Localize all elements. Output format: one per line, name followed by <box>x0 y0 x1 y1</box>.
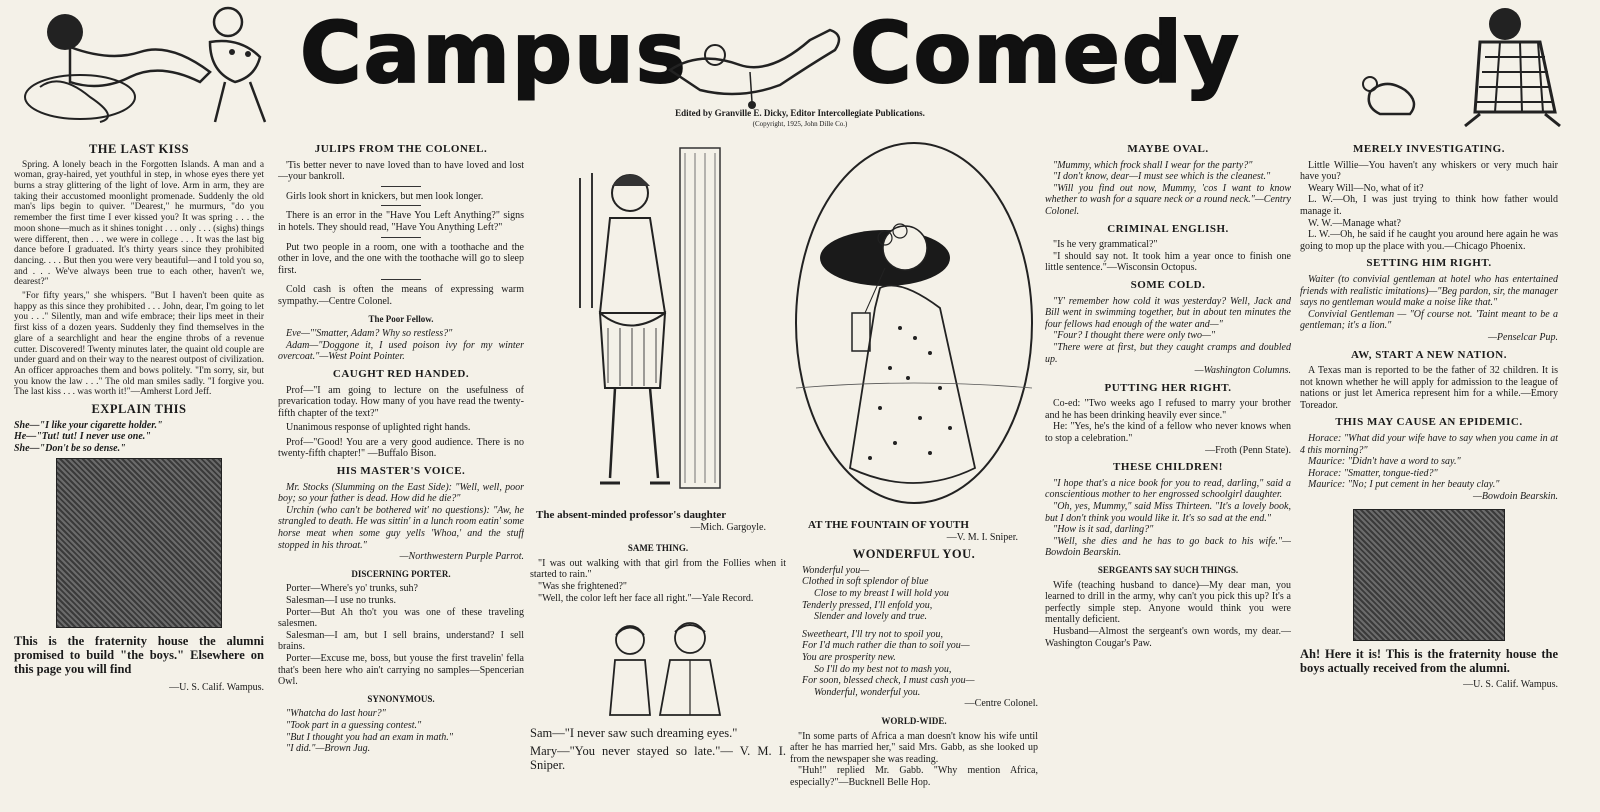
article-paragraph: Adam—"Doggone it, I used poison ivy for my winter overcoat."—West Point Pointer. <box>278 339 524 363</box>
fraternity-house-photo <box>56 458 222 628</box>
column-2 <box>278 138 524 798</box>
article-paragraph: "Was she frightened?" <box>538 580 627 592</box>
article-paragraph: Unanimous response of uplighted right hands. <box>286 422 471 434</box>
article-paragraph: "Oh, yes, Mummy," said Miss Thirteen. "It's a lovely book, but I don't think you would like it. It's so sad at the end." <box>1045 501 1291 524</box>
verse-line: You are prosperity new. <box>802 651 896 663</box>
headline-setting-him-right: SETTING HIM RIGHT. <box>1366 257 1492 270</box>
masthead-title-right: Comedy <box>850 4 1241 102</box>
article-paragraph: Co-ed: "Two weeks ago I refused to marry your brother and he has been drinking heavily ever since." <box>1045 398 1291 421</box>
article-paragraph: "Well, the color left her face all right."—Yale Record. <box>538 592 754 604</box>
headline-these-children: THESE CHILDREN! <box>1113 461 1223 474</box>
headline-poor-fellow: The Poor Fellow. <box>368 313 434 324</box>
photo-credit: —U. S. Calif. Wampus. <box>169 682 264 694</box>
photo-caption: This is the fraternity house the alumni promised to build "the boys." Elsewhere on this page you will find <box>14 634 264 677</box>
article-paragraph: L. W.—Oh, he said if he caught you around here again he was going to mop up the place with you.—Chicago Phoenix. <box>1300 229 1558 252</box>
article-paragraph: Porter—Excuse me, boss, but youse the first travelin' fella that's been here who ain't carrying no samples—Spencerian Owl. <box>278 652 524 688</box>
article-credit: —Washington Columns. <box>1194 365 1291 377</box>
verse-line: Clothed in soft splendor of blue <box>802 576 929 588</box>
headline-wonderful-you: WONDERFUL YOU. <box>852 547 976 562</box>
article-paragraph: Prof—"I am going to lecture on the usefulness of prevarication today. How many of you have read the twenty-fifth chapter of the text?" <box>278 384 524 419</box>
verse-line: So I'll do my best not to mash you, <box>814 663 952 675</box>
headline-synonymous: SYNONYMOUS. <box>367 693 435 704</box>
dialogue-line: She—"I like your cigarette holder." <box>14 419 163 431</box>
verse-line: Tenderly pressed, I'll enfold you, <box>802 599 933 611</box>
article-paragraph: Eve—"'Smatter, Adam? Why so restless?" <box>286 328 453 340</box>
article-paragraph: Waiter (to convivial gentleman at hotel who has entertained friends with realistic imitations)—"Beg pardon, sir, the manager says no gentleman would make a noise like that." <box>1300 273 1558 309</box>
article-paragraph: "Well, she dies and he has to go back to his wife."—Bowdoin Bearskin. <box>1045 535 1291 559</box>
article-paragraph: Salesman—I use no trunks. <box>286 595 396 606</box>
headline-discerning-porter: DISCERNING PORTER. <box>351 568 451 579</box>
article-paragraph: Horace: "What did your wife have to say when you came in at 4 this morning?" <box>1300 433 1558 456</box>
column-3 <box>530 138 786 798</box>
article-paragraph: Convivial Gentleman — "Of course not. 'Taint meant to be a gentleman; it's a lion." <box>1300 308 1558 332</box>
article-paragraph: Urchin (who can't be bothered wit' no questions): "Aw, he strangled to death. He was sittin' in a lunch room eatin' some horse meat when some guy yells 'Whoa,' and the stuff stopped in his throat." <box>278 504 524 551</box>
article-credit: —Froth (Penn State). <box>1205 444 1291 456</box>
masthead-title-left: Campus <box>300 4 688 102</box>
article-paragraph: "For fifty years," she whispers. "But I haven't been quite as happy as this since they prohibited . . . John, dear, I'm going to let you . . ." Silently, man and wife embrace; their lips meet in their first kiss of a dozen years. Suddenly they find themselves in the glare of a searchlight and hear the engine throbs of a revenue cutter. Discovered! Twenty minutes later, the quaint old couple are under guard and on their way to the nearest outpost of civilization. An officer approaches them and bows politely. "I'm sorry, sir, but you know the law . . ." The old man smiles sadly. "I forgive you. The last kiss . . . was worth it!"—Amherst Lord Jeff. <box>14 291 264 398</box>
illustration-credit: —Mich. Gargoyle. <box>690 521 766 533</box>
dialogue-line: She—"Don't be so dense." <box>14 442 126 454</box>
article-paragraph: Cold cash is often the means of expressing warm sympathy.—Centre Colonel. <box>278 284 524 307</box>
verse-line: Sweetheart, I'll try not to spoil you, <box>802 628 944 640</box>
article-paragraph: Salesman—I am, but I sell brains, understand? I sell brains. <box>278 629 524 653</box>
headline-masters-voice: HIS MASTER'S VOICE. <box>336 465 466 478</box>
verse-line: For I'd much rather die than to soil you— <box>802 640 970 652</box>
article-paragraph: "Will you find out now, Mummy, 'cos I want to know whether to wash for a square neck or a round neck."—Centry Colonel. <box>1045 182 1291 217</box>
verse-line: For soon, blessed check, I must cash you— <box>802 675 975 687</box>
article-paragraph: He: "Yes, he's the kind of a fellow who never knows when to stop a celebration." <box>1045 421 1291 445</box>
headline-world-wide: WORLD-WIDE. <box>881 715 947 726</box>
headline-last-kiss: THE LAST KISS <box>88 142 190 156</box>
received-house-photo <box>1353 509 1505 641</box>
article-paragraph: "But I thought you had an exam in math." <box>286 731 453 743</box>
article-paragraph: "Mummy, which frock shall I wear for the party?" <box>1053 159 1253 171</box>
dialogue-sam: Sam—"I never saw such dreaming eyes." <box>530 726 738 741</box>
article-paragraph: "Y' remember how cold it was yesterday? Well, Jack and Bill went in swimming together, but in about ten minutes the four fellows had enough of the water and—" <box>1045 295 1291 330</box>
article-paragraph: "Huh!" replied Mr. Gabb. "Why mention Africa, especially?"—Bucknell Belle Hop. <box>790 765 1038 788</box>
article-paragraph: "Whatcha do last hour?" <box>286 708 386 720</box>
illustration-credit: —V. M. I. Sniper. <box>946 531 1018 543</box>
article-paragraph: Put two people in a room, one with a toothache and the other in love, and the one with the toothache will go to sleep first. <box>278 241 524 276</box>
article-paragraph: 'Tis better never to nave loved than to have loved and lost—your bankroll. <box>278 159 524 183</box>
photo-credit: —U. S. Calif. Wampus. <box>1463 678 1558 690</box>
article-paragraph: "In some parts of Africa a man doesn't know his wife until after he has married her," said Mrs. Gabb, as she looked up from the newspaper she was reading. <box>790 730 1038 765</box>
column-5 <box>1045 138 1291 798</box>
article-paragraph: A Texas man is reported to be the father of 32 children. It is not known whether he will apply for admission to the league of nations or just let America represent him for a while.—Emory Toreador. <box>1300 365 1558 411</box>
photo-caption: Ah! Here it is! This is the fraternity house the boys actually received from the alumni. <box>1300 646 1558 675</box>
article-paragraph: Porter—Where's yo' trunks, suh? <box>286 583 418 595</box>
article-paragraph: Husband—Almost the sergeant's own words, my dear.—Washington Cougar's Paw. <box>1045 625 1291 649</box>
article-paragraph: Horace: "Smatter, tongue-tied?" <box>1308 467 1438 479</box>
article-paragraph: Little Willie—You haven't any whiskers or very much hair have you? <box>1300 159 1558 183</box>
column-1 <box>14 138 264 798</box>
column-6 <box>1300 138 1558 798</box>
headline-sergeants: SERGEANTS SAY SUCH THINGS. <box>1097 565 1239 575</box>
column-4 <box>790 138 1038 798</box>
verse-line: Close to my breast I will hold you <box>814 587 949 599</box>
article-paragraph: "I was out walking with that girl from the Follies when it started to rain." <box>530 557 786 581</box>
article-paragraph: W. W.—Manage what? <box>1308 217 1401 229</box>
professors-daughter-illustration <box>530 138 786 508</box>
divider <box>381 186 421 187</box>
article-credit: —Centre Colonel. <box>964 698 1038 710</box>
verse-line: Wonderful, wonderful you. <box>814 686 921 698</box>
headline-putting-her-right: PUTTING HER RIGHT. <box>1104 381 1232 394</box>
article-credit: —Penselcar Pup. <box>1488 331 1558 343</box>
divider <box>381 205 421 206</box>
headline-epidemic: THIS MAY CAUSE AN EPIDEMIC. <box>1335 416 1523 429</box>
article-credit: —Bowdoin Bearskin. <box>1473 491 1558 503</box>
article-paragraph: "I did."—Brown Jug. <box>286 743 371 755</box>
dialogue-line: He—"Tut! tut! I never use one." <box>14 431 151 443</box>
sam-and-mary-illustration <box>530 610 786 720</box>
article-paragraph: Wife (teaching husband to dance)—My dear man, you learned to drill in the army, why can't you pick this up? It's a perfectly simple step. Anyone would think you were mentally deficient. <box>1045 579 1291 626</box>
headline-caught-red-handed: CAUGHT RED HANDED. <box>332 367 470 380</box>
article-paragraph: "How is it sad, darling?" <box>1053 524 1154 536</box>
article-paragraph: Maurice: "Didn't have a word to say." <box>1308 456 1461 468</box>
copyright-line: (Copyright, 1925, John Dille Co.) <box>752 120 848 128</box>
masthead <box>0 0 1600 132</box>
headline-explain-this: EXPLAIN THIS <box>91 402 187 417</box>
headline-same-thing: SAME THING. <box>627 543 689 554</box>
article-paragraph: "I should say not. It took him a year once to finish one little sentence."—Wisconsin Octopus. <box>1045 250 1291 274</box>
headline-some-cold: SOME COLD. <box>1130 278 1206 291</box>
article-paragraph: "I hope that's a nice book for you to read, darling," said a conscientious mother to her engrossed schoolgirl daughter. <box>1045 477 1291 501</box>
article-paragraph: Girls look short in knickers, but men look longer. <box>286 190 484 202</box>
headline-merely-investigating: MERELY INVESTIGATING. <box>1353 143 1505 155</box>
article-paragraph: Porter—But Ah tho't you was one of these traveling salesmen. <box>278 606 524 630</box>
divider <box>381 237 421 238</box>
lounging-figure-illustration <box>660 10 860 110</box>
divider <box>381 279 421 280</box>
article-paragraph: "Took part in a guessing contest." <box>286 719 422 731</box>
illustration-caption: AT THE FOUNTAIN OF YOUTH <box>808 519 969 531</box>
article-paragraph: "There were at first, but they caught cramps and doubled up. <box>1045 341 1291 365</box>
verse-line: Slender and lovely and true. <box>814 611 928 623</box>
headline-new-nation: AW, START A NEW NATION. <box>1351 348 1507 361</box>
headline-maybe-oval: MAYBE OVAL. <box>1127 143 1209 155</box>
headline-julips: JULIPS FROM THE COLONEL. <box>314 143 488 155</box>
article-paragraph: Spring. A lonely beach in the Forgotten Islands. A man and a woman, gray-haired, yet youthful in step, in whose eyes there yet burns a stray glittering of the light of love. Arm in arm, they are taking their accustomed moonlight promenade. Suddenly the old man's lips begin to quiver. "Dearest," he murmurs, "do you remember the first time I ever kissed you? It was spring . . . the moon shone—much as it shines tonight . . . only . . . (sighs) things were different, then . . . we were in college . . . It was the last big dance before I graduated. It's thirty years since they prohibited dancing. . . . But then you were very beautiful—and I told you so, and . . . We've always been true to each other, haven't we, dearest?" <box>14 159 264 288</box>
dialogue-mary: Mary—"You never stayed so late."— V. M. I. Sniper. <box>530 744 786 773</box>
article-paragraph: Mr. Stocks (Slumming on the East Side): "Well, well, poor boy; so your father is dead. How did he die?" <box>278 481 524 505</box>
article-paragraph: "I don't know, dear—I must see which is the cleanest." <box>1053 171 1271 183</box>
byline: Edited by Granville E. Dicky, Editor Intercollegiate Publications. <box>675 108 925 118</box>
article-paragraph: There is an error in the "Have You Left Anything?" signs in hotels. They should read, "Have You Anything Left?" <box>278 210 524 233</box>
article-paragraph: Maurice: "No; I put cement in her beauty clay." <box>1308 479 1500 491</box>
article-paragraph: "Four? I thought there were only two—" <box>1053 330 1216 342</box>
verse-line: Wonderful you— <box>802 564 870 576</box>
article-paragraph: Prof—"Good! You are a very good audience. There is no twenty-fifth chapter!" —Buffalo Bison. <box>278 436 524 460</box>
headline-criminal-english: CRIMINAL ENGLISH. <box>1107 222 1229 235</box>
article-credit: —Northwestern Purple Parrot. <box>399 551 524 563</box>
article-paragraph: Weary Will—No, what of it? <box>1308 182 1424 194</box>
illustration-caption: The absent-minded professor's daughter <box>536 509 727 521</box>
article-paragraph: "Is he very grammatical?" <box>1053 239 1158 251</box>
fountain-of-youth-illustration <box>790 138 1038 518</box>
article-paragraph: L. W.—Oh, I was just trying to think how father would manage it. <box>1300 194 1558 217</box>
